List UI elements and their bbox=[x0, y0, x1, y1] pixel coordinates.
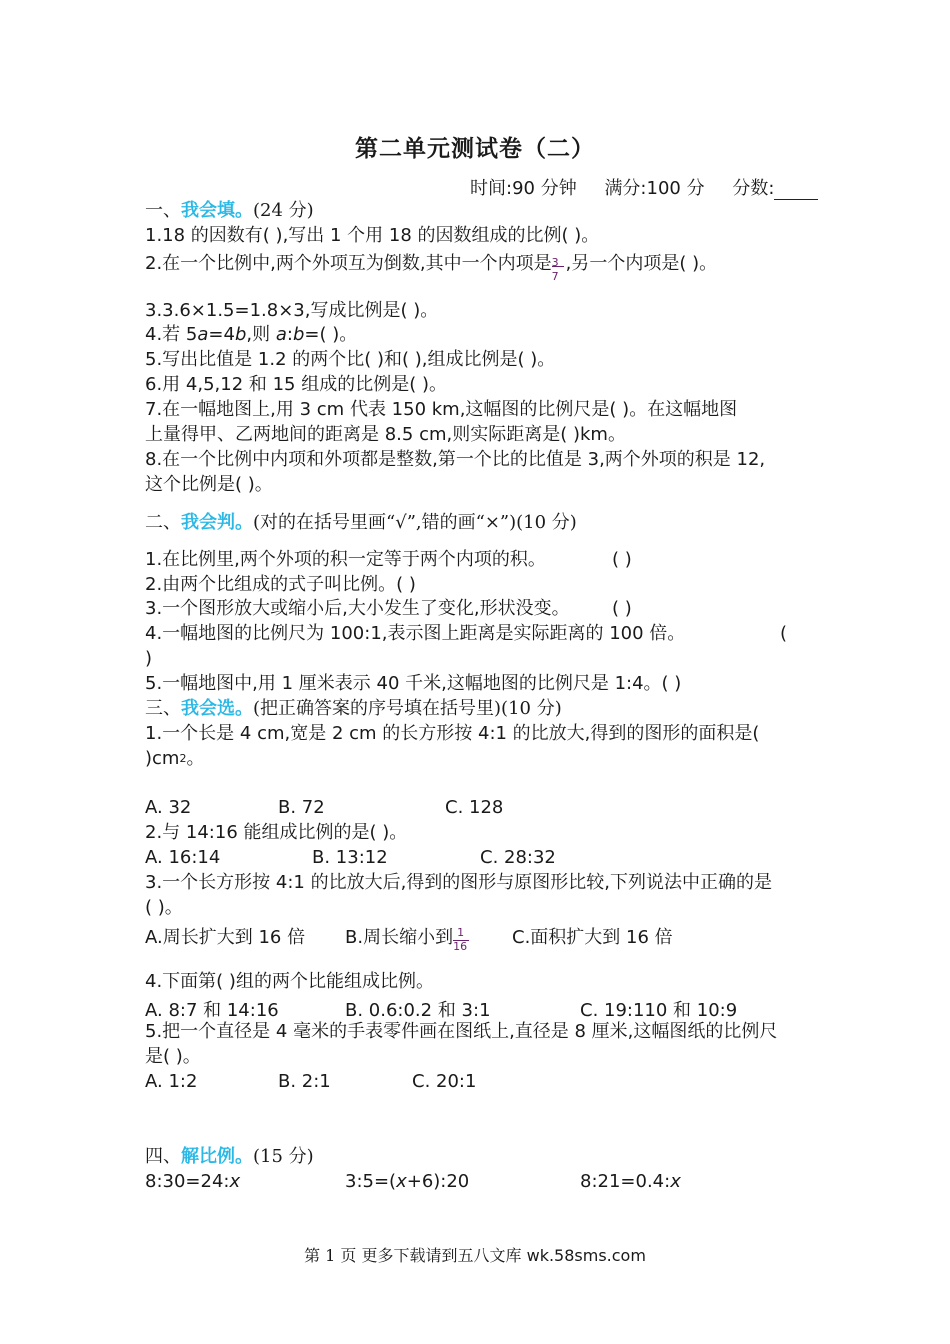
question-text: ,则 bbox=[246, 324, 276, 345]
section-1-heading bbox=[145, 200, 314, 222]
section-points: (把正确答案的序号填在括号里)(10 分) bbox=[253, 698, 562, 719]
question-1-7-line2: 上量得甲、乙两地间的距离是 8.5 cm,则实际距离是( )km。 bbox=[145, 424, 626, 445]
section-2-heading bbox=[145, 512, 577, 534]
section-name: 我会选。 bbox=[181, 698, 253, 719]
option-b[interactable]: B. 2:1 bbox=[278, 1071, 331, 1092]
option-c[interactable]: C. 28:32 bbox=[480, 847, 556, 868]
question-text: ,另一个内项是( )。 bbox=[565, 253, 718, 274]
answer-paren-open[interactable]: ( bbox=[780, 623, 788, 644]
option-a[interactable]: A. 8:7 和 14:16 bbox=[145, 1000, 279, 1021]
exam-meta bbox=[470, 174, 840, 200]
equation-2 bbox=[345, 1171, 469, 1192]
section-points: (对的在括号里画“√”,错的画“×”)(10 分) bbox=[253, 512, 577, 533]
equation-1 bbox=[145, 1171, 240, 1192]
equation-text: 3:5=( bbox=[345, 1171, 397, 1192]
option-b[interactable] bbox=[345, 923, 471, 953]
section-name: 我会判。 bbox=[181, 512, 253, 533]
option-b[interactable]: B. 72 bbox=[278, 797, 325, 818]
fraction bbox=[551, 254, 566, 283]
equation-text: +6):20 bbox=[406, 1171, 470, 1192]
footer-text: 第 1 页 更多下载请到五八文库 bbox=[304, 1246, 527, 1265]
question-text: =4 bbox=[208, 324, 235, 345]
option-c[interactable]: C. 128 bbox=[445, 797, 504, 818]
option-c[interactable]: C. 20:1 bbox=[412, 1071, 477, 1092]
numerator: 1 bbox=[457, 926, 465, 939]
question-2-4: 4.一幅地图的比例尺为 100:1,表示图上距离是实际距离的 100 倍。 bbox=[145, 623, 686, 644]
full-score: 满分:100 分 bbox=[604, 178, 705, 199]
denominator: 7 bbox=[551, 270, 559, 283]
variable: x bbox=[396, 1171, 407, 1192]
question-1-8-line1: 8.在一个比例中内项和外项都是整数,第一个比的比值是 3,两个外项的积是 12, bbox=[145, 449, 766, 470]
option-c[interactable]: C. 19:110 和 10:9 bbox=[580, 1000, 738, 1021]
numerator: 3 bbox=[551, 256, 559, 269]
equation-text: 8:30=24: bbox=[145, 1171, 230, 1192]
question-text: 2.在一个比例中,两个外项互为倒数,其中一个内项是 bbox=[145, 253, 552, 274]
question-1-6: 6.用 4,5,12 和 15 组成的比例是( )。 bbox=[145, 374, 447, 395]
question-1-3: 3.3.6×1.5=1.8×3,写成比例是( )。 bbox=[145, 300, 439, 321]
question-text: )cm bbox=[145, 748, 180, 769]
variable: a bbox=[275, 324, 287, 345]
question-3-3-line1: 3.一个长方形按 4:1 的比放大后,得到的图形与原图形比较,下列说法中正确的是 bbox=[145, 872, 773, 893]
variable: x bbox=[670, 1171, 681, 1192]
equation-3 bbox=[580, 1171, 681, 1192]
question-text: 4.若 5 bbox=[145, 324, 198, 345]
question-1-4 bbox=[145, 324, 357, 346]
section-number: 一、 bbox=[145, 200, 181, 221]
question-3-5-line2: 是( )。 bbox=[145, 1046, 201, 1067]
question-1-5: 5.写出比值是 1.2 的两个比( )和( ),组成比例是( )。 bbox=[145, 349, 556, 370]
page-title: 第二单元测试卷（二） bbox=[355, 135, 595, 162]
score-blank[interactable] bbox=[774, 181, 818, 200]
section-number: 二、 bbox=[145, 512, 181, 533]
equation-text: 8:21=0.4: bbox=[580, 1171, 671, 1192]
option-b[interactable]: B. 0.6:0.2 和 3:1 bbox=[345, 1000, 491, 1021]
question-1-7-line1: 7.在一幅地图上,用 3 cm 代表 150 km,这幅图的比例尺是( )。在这幅地图 bbox=[145, 399, 738, 420]
question-3-1-line1: 1.一个长是 4 cm,宽是 2 cm 的长方形按 4:1 的比放大,得到的图形的面积是( bbox=[145, 723, 760, 744]
question-text: =( )。 bbox=[304, 324, 358, 345]
variable: b bbox=[234, 324, 247, 345]
question-text: : bbox=[286, 324, 293, 345]
variable: x bbox=[229, 1171, 241, 1192]
question-3-2: 2.与 14:16 能组成比例的是( )。 bbox=[145, 822, 408, 843]
option-a[interactable]: A. 1:2 bbox=[145, 1071, 198, 1092]
answer-paren[interactable]: ( ) bbox=[612, 598, 632, 619]
score-label: 分数: bbox=[732, 178, 775, 199]
superscript: 2 bbox=[179, 752, 187, 765]
option-c[interactable]: C.面积扩大到 16 倍 bbox=[512, 927, 673, 948]
question-3-4: 4.下面第( )组的两个比能组成比例。 bbox=[145, 971, 434, 992]
answer-paren[interactable]: ( ) bbox=[612, 549, 632, 570]
section-name: 我会填。 bbox=[181, 200, 253, 221]
question-2-5: 5.一幅地图中,用 1 厘米表示 40 千米,这幅地图的比例尺是 1:4。( ) bbox=[145, 673, 682, 694]
option-text: B.周长缩小到 bbox=[345, 927, 454, 948]
option-a[interactable]: A. 16:14 bbox=[145, 847, 221, 868]
section-number: 四、 bbox=[145, 1146, 181, 1167]
option-a[interactable]: A. 32 bbox=[145, 797, 192, 818]
option-a[interactable]: A.周长扩大到 16 倍 bbox=[145, 927, 306, 948]
option-b[interactable]: B. 13:12 bbox=[312, 847, 388, 868]
section-name: 解比例。 bbox=[181, 1146, 253, 1167]
section-number: 三、 bbox=[145, 698, 181, 719]
question-2-1: 1.在比例里,两个外项的积一定等于两个内项的积。 bbox=[145, 549, 546, 570]
denominator: 16 bbox=[453, 940, 468, 953]
question-3-3-line2: ( )。 bbox=[145, 897, 183, 918]
section-3-heading bbox=[145, 698, 562, 720]
footer-site-link[interactable]: wk.58sms.com bbox=[526, 1246, 646, 1265]
question-1-2 bbox=[145, 253, 718, 283]
variable: b bbox=[292, 324, 305, 345]
fraction bbox=[453, 926, 471, 953]
question-2-3: 3.一个图形放大或缩小后,大小发生了变化,形状没变。 bbox=[145, 598, 570, 619]
answer-paren-close[interactable]: ) bbox=[145, 648, 153, 669]
question-text: 。 bbox=[186, 748, 205, 769]
page-footer bbox=[0, 1243, 950, 1266]
question-1-8-line2: 这个比例是( )。 bbox=[145, 474, 273, 495]
section-4-heading bbox=[145, 1146, 314, 1168]
question-2-2: 2.由两个比组成的式子叫比例。( ) bbox=[145, 574, 416, 595]
section-points: (24 分) bbox=[253, 200, 314, 221]
variable: a bbox=[197, 324, 209, 345]
question-3-1-line2 bbox=[145, 748, 204, 770]
question-1-1: 1.18 的因数有( ),写出 1 个用 18 的因数组成的比例( )。 bbox=[145, 225, 600, 246]
time-limit: 时间:90 分钟 bbox=[470, 178, 577, 199]
question-3-5-line1: 5.把一个直径是 4 毫米的手表零件画在图纸上,直径是 8 厘米,这幅图纸的比例尺 bbox=[145, 1021, 778, 1042]
section-points: (15 分) bbox=[253, 1146, 314, 1167]
